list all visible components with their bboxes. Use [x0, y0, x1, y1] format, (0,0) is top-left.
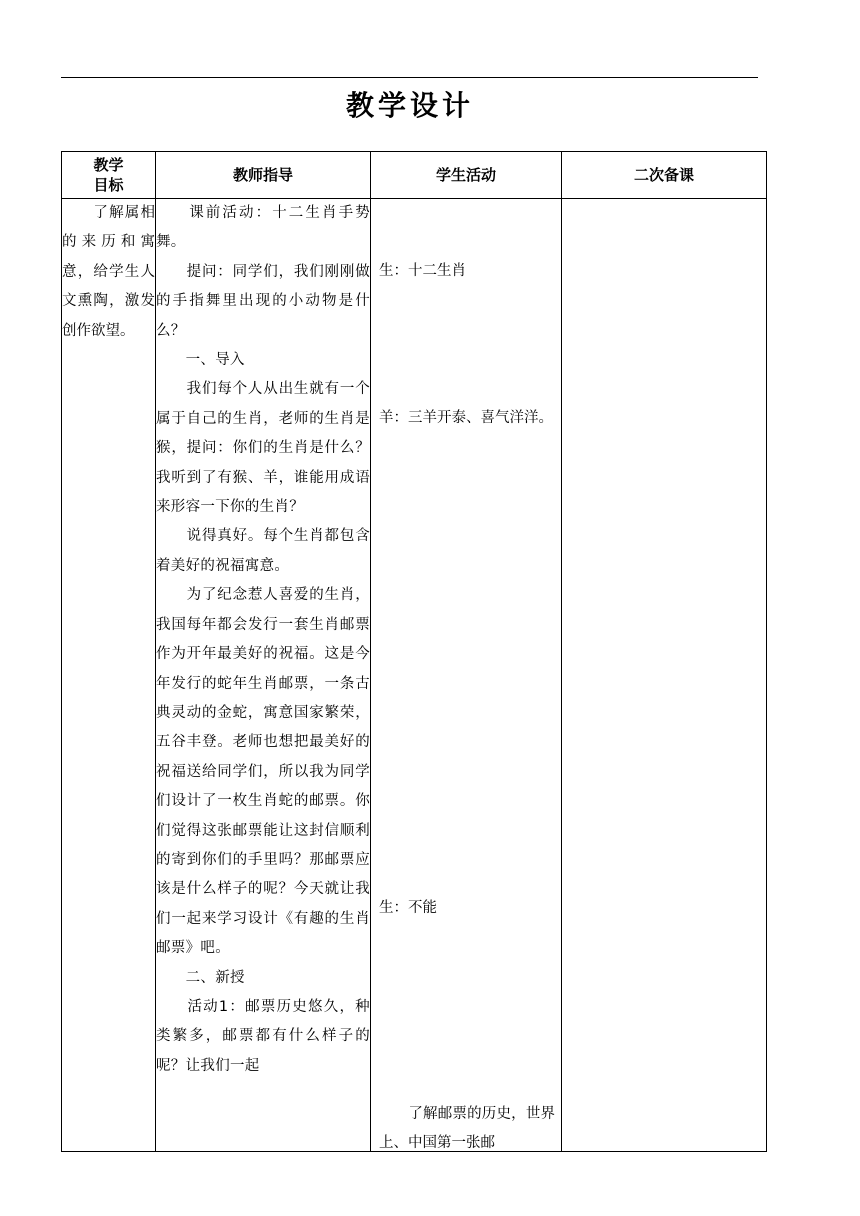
student-activity-item: 了解邮票的历史，世界上、中国第一张邮: [379, 1106, 555, 1152]
lesson-plan-table: [61, 151, 767, 1152]
page-title: 教学设计: [345, 89, 474, 122]
header-student-activity: 学生活动: [371, 152, 562, 199]
student-activity-item: 生：十二生肖: [379, 263, 466, 279]
table-header-row: [62, 152, 767, 199]
student-activity-item: 生：不能: [379, 900, 437, 916]
header-second-preparation: 二次备课: [562, 152, 767, 199]
table-row: [62, 199, 767, 1152]
header-teaching-goal: 教学 目标: [62, 152, 156, 199]
student-activity-cell: [371, 199, 562, 1152]
second-preparation-cell: [562, 199, 767, 1152]
teaching-goal-cell: 了解属相的来历和寓意，给学生人文熏陶，激发创作欲望。: [62, 199, 156, 1152]
header-rule: [61, 77, 758, 78]
header-teacher-guidance: 教师指导: [156, 152, 371, 199]
teacher-guidance-cell: 课前活动：十二生肖手势舞。 提问：同学们，我们刚刚做的手指舞里出现的小动物是什么？ 一、导入 我们每个人从出生就有一个属于自己的生肖，老师的生肖是猴，提问：你们的生肖是什么？我听到了有猴、羊，谁能用成语来形容一下你的生肖？ 说得真好。每个生肖都包含着美好的祝福寓意。 为了纪念惹人喜爱的生肖，我国每年都会发行一套生肖邮票作为开年最美好的祝福。这是今年发行的蛇年生肖邮票，一条古典灵动的金蛇，寓意国家繁荣，五谷丰登。老师也想把最美好的祝福送给同学们，所以我为同学们设计了一枚生肖蛇的邮票。你们觉得这张邮票能让这封信顺利的寄到你们的手里吗？那邮票应该是什么样子的呢？今天就让我们一起来学习设计《有趣的生肖邮票》吧。 二、新授 活动1：邮票历史悠久，种类繁多，邮票都有什么样子的呢？让我们一起: [156, 199, 371, 1152]
student-activity-item: 羊：三羊开泰、喜气洋洋。: [379, 410, 553, 426]
